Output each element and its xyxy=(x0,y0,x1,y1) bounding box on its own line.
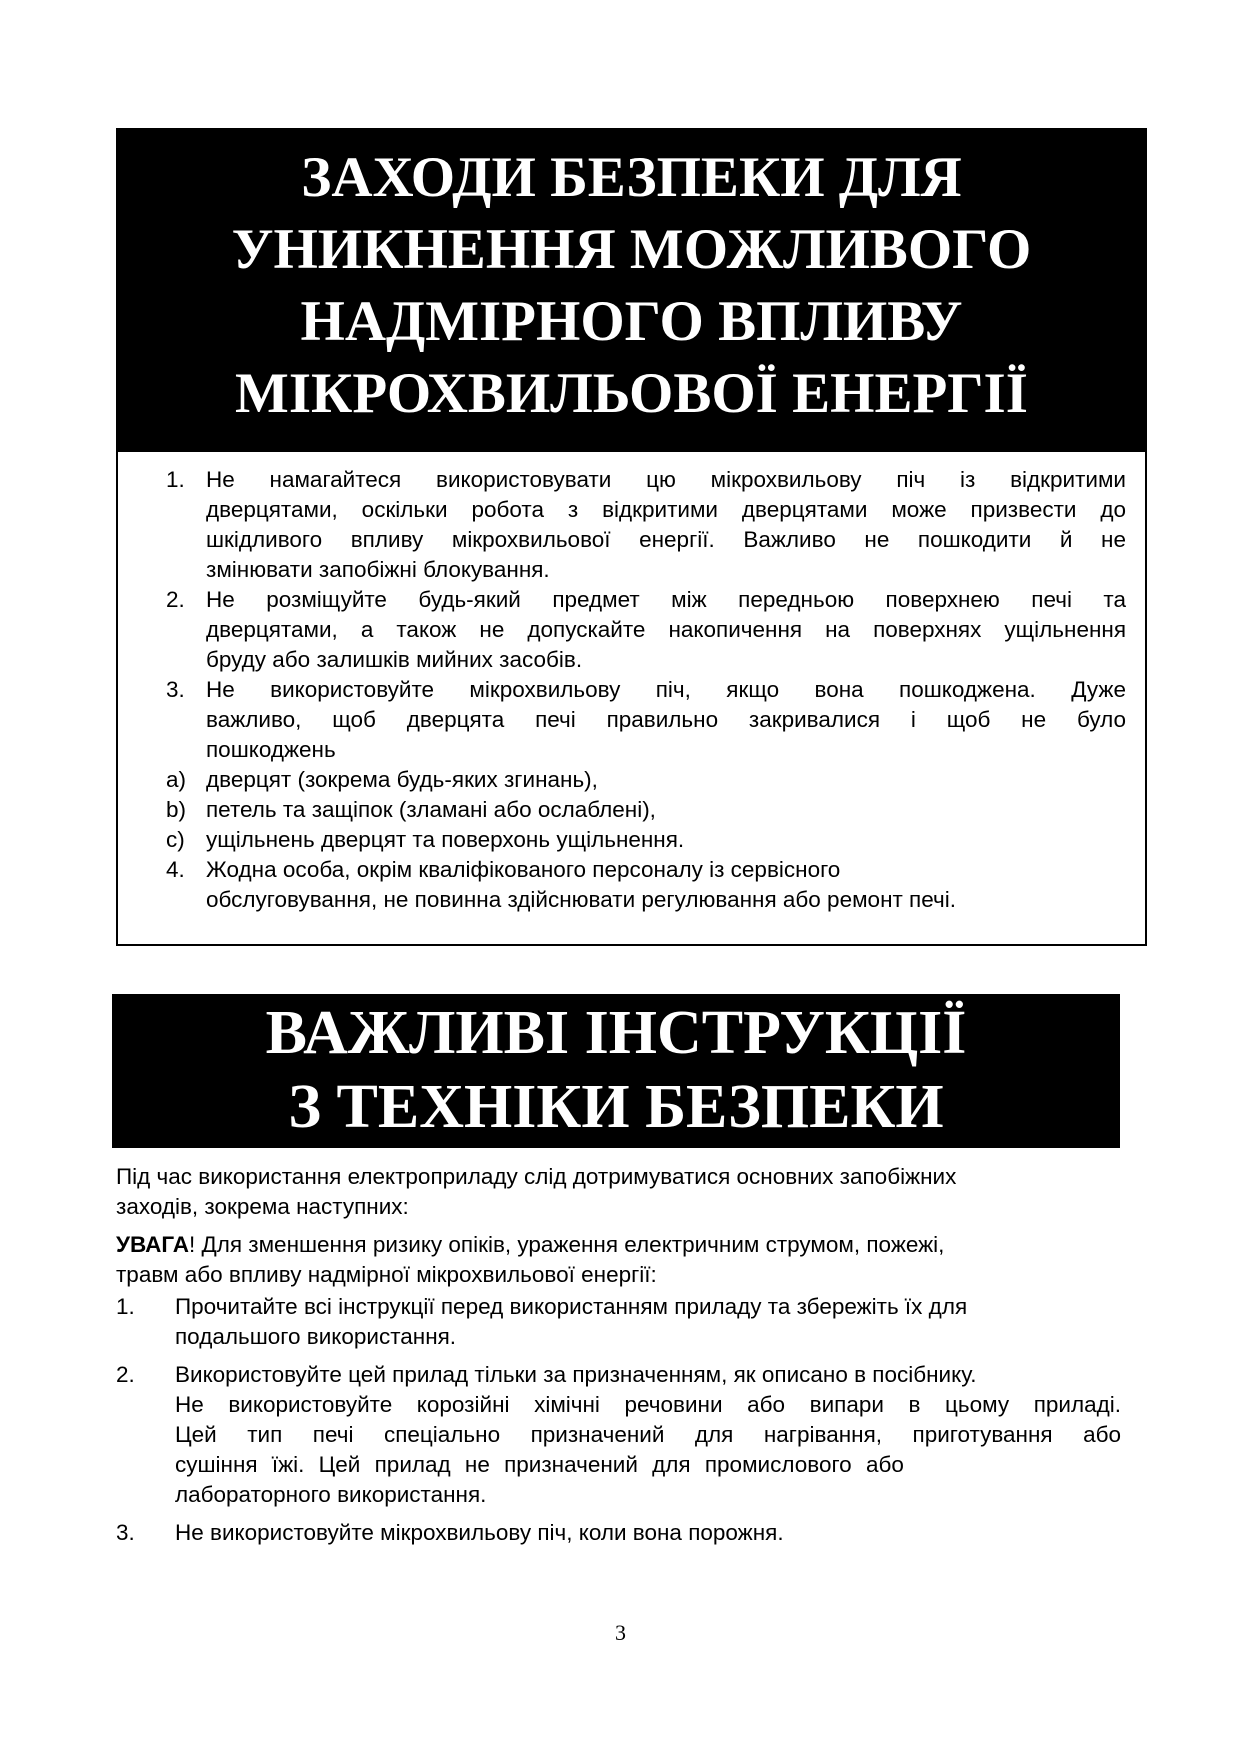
text-line: ! Для зменшення ризику опіків, ураження електричним струмом, пожежі, xyxy=(188,1232,945,1257)
section-2-title xyxy=(112,994,1120,1148)
text-line: подальшого використання. xyxy=(175,1324,457,1349)
item-number: 2. xyxy=(116,1362,135,1387)
title-line: ВАЖЛИВІ ІНСТРУКЦІЇ xyxy=(265,999,967,1067)
item-letter: b) xyxy=(166,797,187,822)
warning-label: УВАГА xyxy=(116,1232,189,1257)
text-line: сушіння їжі. Цей прилад не призначений для промислового або xyxy=(175,1452,904,1477)
item-letter: c) xyxy=(166,827,185,852)
text-line: Не намагайтеся використовувати цю мікрохвильову піч із відкритими xyxy=(206,467,1126,492)
text-line: дверцятами, оскільки робота з відкритими дверцятами може призвести до xyxy=(206,497,1126,522)
list-item xyxy=(166,855,1126,915)
safety-precautions-list xyxy=(166,465,1126,915)
text-line: лабораторного використання. xyxy=(175,1482,487,1507)
item-letter: a) xyxy=(166,767,187,792)
list-item xyxy=(166,465,1126,585)
list-item xyxy=(166,765,1126,795)
list-item xyxy=(166,675,1126,765)
text-line: пошкоджень xyxy=(206,737,336,762)
warning-paragraph xyxy=(116,1230,1121,1290)
title-line: ЗАХОДИ БЕЗПЕКИ ДЛЯ xyxy=(301,146,962,209)
page-number: 3 xyxy=(615,1620,626,1645)
item-number: 3. xyxy=(116,1520,135,1545)
text-line: Жодна особа, окрім кваліфікованого персоналу із сервісного xyxy=(206,857,841,882)
safety-instructions xyxy=(116,1162,1121,1548)
list-item xyxy=(166,585,1126,675)
text-line: Не використовуйте корозійні хімічні речовини або випари в цьому приладі. xyxy=(175,1392,1121,1417)
text-line: Не використовуйте мікрохвильову піч, коли вона порожня. xyxy=(175,1520,784,1545)
list-item xyxy=(166,825,1126,855)
text-line: Під час використання електроприладу слід дотримуватися основних запобіжних xyxy=(116,1164,957,1189)
text-line: обслуговування, не повинна здійснювати регулювання або ремонт печі. xyxy=(206,887,956,912)
intro-paragraph xyxy=(116,1162,1121,1222)
text-line: дверцят (зокрема будь-яких згинань), xyxy=(206,767,598,792)
section-1-title xyxy=(116,128,1147,452)
title-line: НАДМІРНОГО ВПЛИВУ xyxy=(300,290,963,353)
text-line: Не розміщуйте будь-який предмет між передньою поверхнею печі та xyxy=(206,587,1126,612)
list-item xyxy=(116,1360,1121,1510)
item-number: 1. xyxy=(166,467,185,492)
item-number: 4. xyxy=(166,857,185,882)
text-line: заходів, зокрема наступних: xyxy=(116,1194,409,1219)
text-line: ущільнень дверцят та поверхонь ущільнення. xyxy=(206,827,685,852)
list-item xyxy=(116,1518,1121,1548)
text-line: змінювати запобіжні блокування. xyxy=(206,557,550,582)
list-item xyxy=(116,1292,1121,1352)
text-line: Цей тип печі спеціально призначений для нагрівання, приготування або xyxy=(175,1422,1121,1447)
title-line: МІКРОХВИЛЬОВОЇ ЕНЕРГІЇ xyxy=(235,362,1028,425)
text-line: Не використовуйте мікрохвильову піч, якщо вона пошкоджена. Дуже xyxy=(206,677,1126,702)
text-line: бруду або залишків мийних засобів. xyxy=(206,647,583,672)
item-number: 2. xyxy=(166,587,185,612)
list-item xyxy=(166,795,1126,825)
text-line: шкідливого впливу мікрохвильової енергії. Важливо не пошкодити й не xyxy=(206,527,1126,552)
item-number: 1. xyxy=(116,1294,135,1319)
text-line: Використовуйте цей прилад тільки за призначенням, як описано в посібнику. xyxy=(175,1362,977,1387)
text-line: петель та защіпок (зламані або ослаблені), xyxy=(206,797,656,822)
safety-precautions-box xyxy=(116,452,1147,946)
item-number: 3. xyxy=(166,677,185,702)
text-line: Прочитайте всі інструкції перед використанням приладу та збережіть їх для xyxy=(175,1294,968,1319)
title-line: З ТЕХНІКИ БЕЗПЕКИ xyxy=(288,1073,944,1141)
text-line: важливо, щоб дверцята печі правильно закривалися і щоб не було xyxy=(206,707,1126,732)
title-line: УНИКНЕННЯ МОЖЛИВОГО xyxy=(231,218,1032,281)
text-line: травм або впливу надмірної мікрохвильової енергії: xyxy=(116,1262,657,1287)
text-line: дверцятами, а також не допускайте накопичення на поверхнях ущільнення xyxy=(206,617,1126,642)
